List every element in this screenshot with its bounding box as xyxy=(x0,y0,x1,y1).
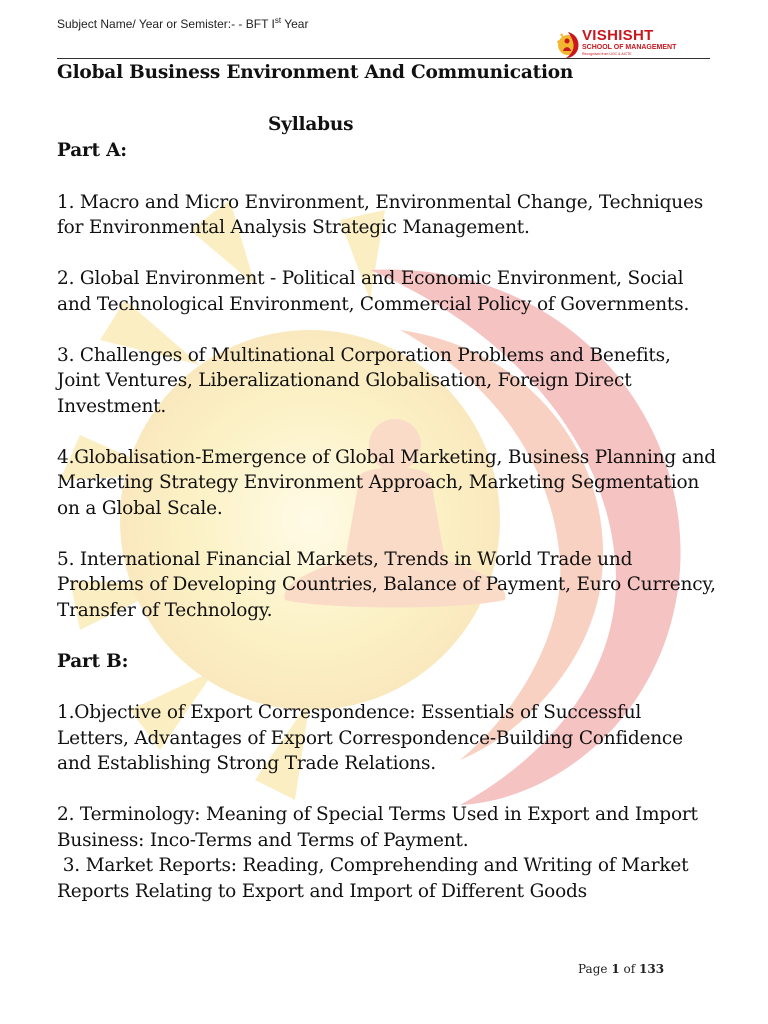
syllabus-heading: Syllabus xyxy=(268,114,354,135)
part-a-heading: Part A: xyxy=(57,140,127,161)
page-current: 1 xyxy=(611,962,620,976)
part-a-item: 3. Challenges of Multinational Corporation Problems and Benefits, Joint Ventures, Liberalizationand Globalisation, Foreign Direct Investment. xyxy=(57,344,671,417)
part-b-item: 1.Objective of Export Correspondence: Essentials of Successful Letters, Advantages of Export Correspondence-Building Confidence and Establishing Strong Trade Relations. xyxy=(57,702,683,774)
subject-line: Subject Name/ Year or Semister:- - BFT I xyxy=(57,17,275,31)
page-total: 133 xyxy=(639,962,665,976)
part-a-item: 1. Macro and Micro Environment, Environmental Change, Techniques for Environmental Analysis Strategic Management. xyxy=(57,191,704,238)
part-b-item: 3. Market Reports: Reading, Comprehending and Writing of Market Reports Relating to Export and Import of Different Goods xyxy=(57,855,695,902)
syllabus-content xyxy=(57,60,717,904)
part-a-item: 5. International Financial Markets, Trends in World Trade und Problems of Developing Countries, Balance of Payment, Euro Currency, Transfer of Technology. xyxy=(57,548,716,621)
page-word: Page xyxy=(578,962,608,976)
part-b-heading: Part B: xyxy=(57,650,129,672)
document-title: Global Business Environment And Communication xyxy=(57,62,574,83)
page-number xyxy=(578,962,664,976)
subject-header xyxy=(57,16,308,31)
logo-tagline: Recognised from UGC & AICTE xyxy=(582,52,632,56)
page-of: of xyxy=(623,962,636,976)
school-emblem-icon xyxy=(556,29,580,59)
part-a-item: 2. Global Environment - Political and Economic Environment, Social and Technological Environment, Commercial Policy of Governments. xyxy=(57,268,690,315)
logo-name: VISHISHT xyxy=(582,27,654,44)
subject-line-tail: Year xyxy=(281,17,309,31)
school-logo xyxy=(556,27,677,60)
part-a-item: 4.Globalisation-Emergence of Global Marketing, Business Planning and Marketing Strategy Environment Approach, Marketing Segmentation on a Global Scale. xyxy=(57,446,716,519)
logo-subtitle: SCHOOL OF MANAGEMENT xyxy=(582,44,677,51)
part-b-item: 2. Terminology: Meaning of Special Terms Used in Export and Import Business: Inco-Terms and Terms of Payment. xyxy=(57,804,698,851)
header-divider xyxy=(57,58,710,59)
subject-line-superscript: st xyxy=(274,16,282,25)
